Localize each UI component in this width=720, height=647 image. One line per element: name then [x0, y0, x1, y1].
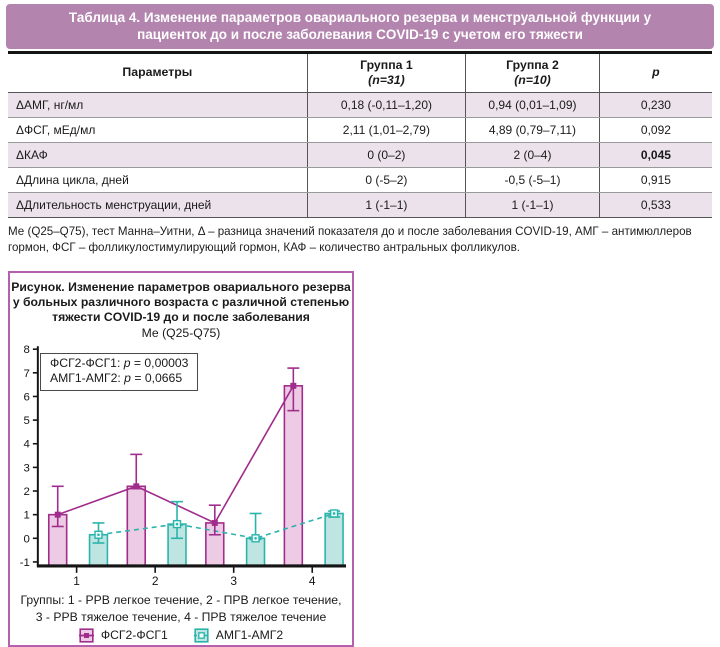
header-group2-name: Группа 2 [506, 57, 559, 72]
figure-subtitle: Ме (Q25-Q75) [141, 325, 221, 340]
marker-dot [333, 512, 336, 515]
cell-p: 0,092 [599, 118, 712, 143]
cell-param: ΔДлина цикла, дней [8, 168, 307, 193]
cell-group2: 1 (-1–1) [466, 193, 600, 218]
marker-dot [176, 522, 179, 525]
header-p: p [599, 52, 712, 93]
bar-АМГ1-АМГ2-group4 [325, 513, 343, 565]
legend-item-amg [194, 628, 283, 643]
cell-group1: 1 (-1–1) [307, 193, 465, 218]
header-group1-n: (n=31) [368, 72, 405, 87]
y-tick-label: 0 [23, 532, 30, 545]
y-tick-label: 7 [23, 367, 30, 380]
y-tick-label: 3 [23, 461, 30, 474]
pvalue-annotation-box [40, 353, 198, 392]
table-row [8, 93, 712, 118]
figure-title-line2: у больных различного возраста с различной степенью [12, 294, 350, 309]
cell-p: 0,915 [599, 168, 712, 193]
marker-dot [254, 537, 257, 540]
legend-label-fsg: ФСГ2-ФСГ1 [100, 628, 168, 643]
figure-box [8, 271, 354, 647]
x-tick-label: 1 [73, 573, 80, 588]
x-tick-label: 2 [151, 573, 159, 588]
legend-label-amg: АМГ1-АМГ2 [215, 628, 284, 643]
y-tick-label: 6 [23, 390, 30, 403]
table-header-row [8, 52, 712, 93]
cell-group2: 0,94 (0,01–1,09) [466, 93, 600, 118]
header-group2-n: (n=10) [514, 72, 551, 87]
results-table [8, 51, 712, 219]
marker-dot [97, 533, 100, 536]
x-tick-label: 4 [308, 573, 316, 588]
marker-ФСГ2-ФСГ1 [55, 511, 61, 517]
cell-group2: -0,5 (-5–1) [466, 168, 600, 193]
cell-group1: 0,18 (-0,11–1,20) [307, 93, 465, 118]
cell-p-significant: 0,045 [599, 143, 712, 168]
bar-ФСГ2-ФСГ1-group2 [127, 486, 145, 566]
figure-title-line3: тяжести COVID-19 до и после заболевания [52, 309, 310, 324]
cell-param: ΔАМГ, нг/мл [8, 93, 307, 118]
figure-caption-line1: Группы: 1 - РРВ легкое течение, 2 - ПРВ легкое течение, [20, 592, 342, 607]
figure-caption-line2: 3 - РРВ тяжелое течение, 4 - ПРВ тяжелое течение [35, 609, 327, 624]
cell-group2: 4,89 (0,79–7,11) [466, 118, 600, 143]
marker-ФСГ2-ФСГ1 [290, 382, 296, 388]
chart-legend [10, 628, 352, 643]
y-tick-label: 2 [23, 485, 30, 498]
table-row [8, 118, 712, 143]
cell-p: 0,230 [599, 93, 712, 118]
marker-ФСГ2-ФСГ1 [212, 519, 218, 525]
table-row [8, 143, 712, 168]
cell-param: ΔКАФ [8, 143, 307, 168]
cell-param: ΔДлительность менструации, дней [8, 193, 307, 218]
y-tick-label: -1 [19, 556, 30, 569]
table-footnote: Ме (Q25–Q75), тест Манна–Уитни, Δ – разница значений показателя до и после заболевания COVID-19, АМГ – антимюллеров гормон, ФСГ – фолликулостимулирующий гормон, КАФ – количество антральных фолликулов. [8, 225, 692, 254]
x-tick-label: 3 [230, 573, 238, 588]
cell-group1: 0 (-5–2) [307, 168, 465, 193]
cell-group2: 2 (0–4) [466, 143, 600, 168]
legend-marker-amg-icon [194, 628, 209, 643]
legend-marker-fsg-icon [79, 628, 94, 643]
header-group2 [466, 52, 600, 93]
header-group1 [307, 52, 465, 93]
cell-group1: 2,11 (1,01–2,79) [307, 118, 465, 143]
cell-group1: 0 (0–2) [307, 143, 465, 168]
y-tick-label: 5 [23, 414, 30, 427]
cell-param: ΔФСГ, мЕд/мл [8, 118, 307, 143]
bar-ФСГ2-ФСГ1-group4 [284, 385, 302, 565]
table-row [8, 168, 712, 193]
pvalue-line-amg: АМГ1-АМГ2: p = 0,0665 [50, 371, 183, 386]
y-tick-label: 1 [23, 509, 30, 522]
table-title: Таблица 4. Изменение параметров овариального резерва и менструальной функции у пациенток до и после заболевания COVID-19 с учетом его тяжести [6, 4, 714, 49]
legend-item-fsg [79, 628, 168, 643]
y-tick-label: 4 [23, 438, 30, 451]
header-group1-name: Группа 1 [360, 57, 413, 72]
pvalue-line-fsg: ФСГ2-ФСГ1: p = 0,00003 [50, 355, 189, 370]
cell-p: 0,533 [599, 193, 712, 218]
marker-ФСГ2-ФСГ1 [133, 483, 139, 489]
header-parameters: Параметры [8, 52, 307, 93]
table-row [8, 193, 712, 218]
y-tick-label: 8 [23, 343, 30, 356]
figure-title-line1: Рисунок. Изменение параметров овариального резерва [11, 279, 351, 294]
